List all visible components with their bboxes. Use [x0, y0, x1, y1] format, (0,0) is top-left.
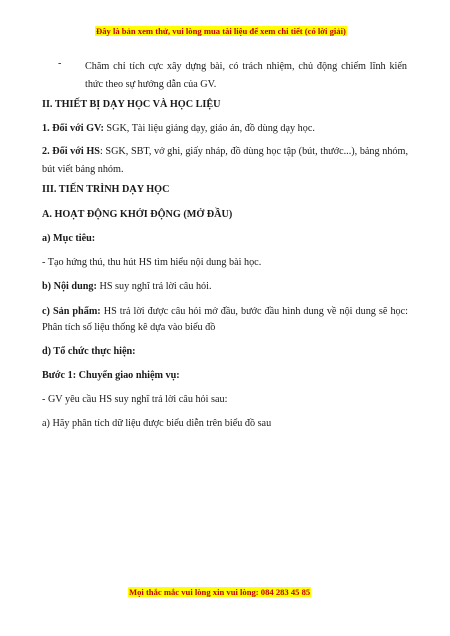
objective-label: a) Mục tiêu: [42, 233, 96, 244]
teacher-equipment-line [42, 123, 315, 134]
teacher-text: SGK, Tài liệu giảng dạy, giáo án, đồ dùng dạy học. [103, 123, 315, 134]
product-line [42, 304, 408, 336]
product-label: c) Sản phẩm: [42, 306, 101, 317]
contact-banner: Mọi thắc mắc vui lòng xin vui lòng: 084 283 45 85 [129, 587, 311, 597]
bullet-dash: - [58, 58, 62, 69]
step1-text: - GV yêu cầu HS suy nghĩ trả lời câu hỏi sau: [42, 394, 228, 405]
content-text: HS suy nghĩ trả lời câu hỏi. [96, 281, 212, 292]
student-text: : SGK, SBT, vở ghi, giấy nháp, đồ dùng học tập (bút, thước...), bảng nhóm, bút viết bảng nhóm. [42, 146, 408, 175]
section-heading-process: III. TIẾN TRÌNH DẠY HỌC [42, 184, 170, 195]
organization-label: d) Tổ chức thực hiện: [42, 346, 136, 357]
student-label: 2. Đối với HS [42, 146, 100, 157]
student-equipment-line [42, 143, 408, 179]
activity-heading: A. HOẠT ĐỘNG KHỞI ĐỘNG (MỞ ĐẦU) [42, 209, 233, 220]
teacher-label: 1. Đối với GV: [42, 123, 104, 134]
content-label: b) Nội dung: [42, 281, 97, 292]
content-line [42, 281, 212, 292]
product-text: HS trả lời được câu hỏi mở đầu, bước đầu hình dung về nội dung sẽ học: Phân tích số liệu thống kê dựa vào biểu đồ [42, 306, 408, 333]
objective-text: - Tạo hứng thú, thu hút HS tìm hiểu nội dung bài học. [42, 257, 262, 268]
step1-label: Bước 1: Chuyển giao nhiệm vụ: [42, 370, 180, 381]
question-a-text: a) Hãy phân tích dữ liệu được biểu diễn trên biểu đồ sau [42, 418, 272, 429]
bullet-text: Chăm chỉ tích cực xây dựng bài, có trách nhiệm, chủ động chiếm lĩnh kiến thức theo sự hướng dẫn của GV. [85, 61, 407, 90]
preview-notice-banner: Đây là bản xem thử, vui lòng mua tài liệu để xem chi tiết (có lời giải) [96, 26, 346, 36]
section-heading-equipment: II. THIẾT BỊ DẠY HỌC VÀ HỌC LIỆU [42, 99, 221, 110]
